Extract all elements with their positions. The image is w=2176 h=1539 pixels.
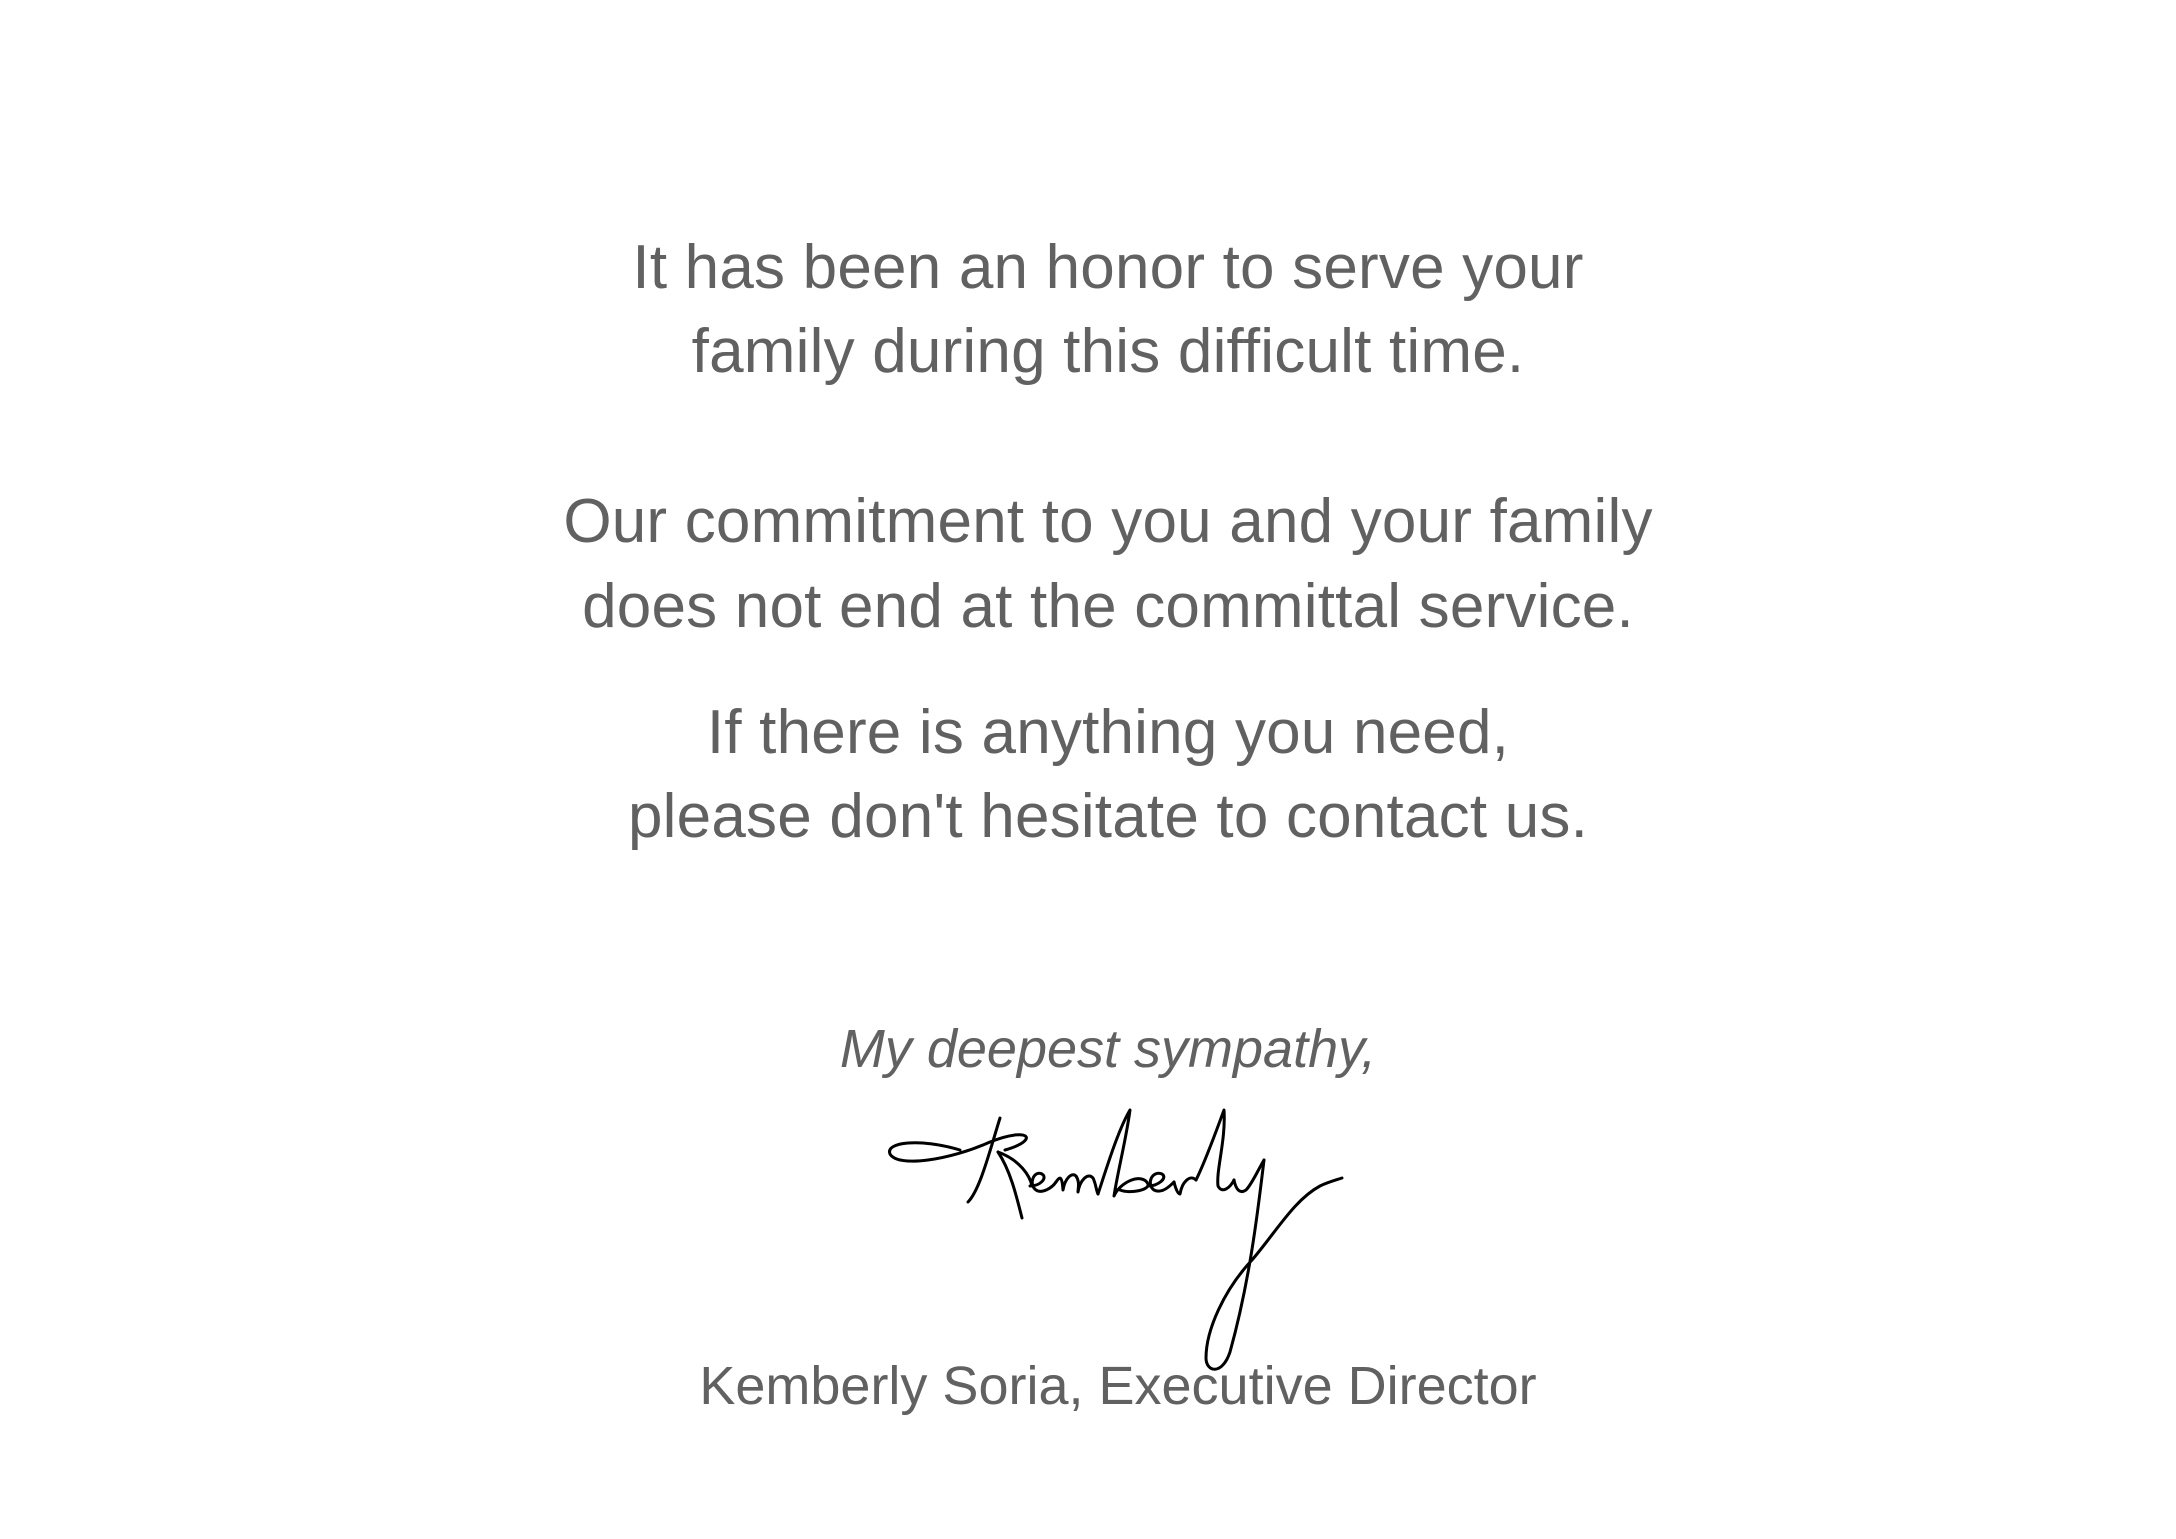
message-line: Our commitment to you and your family xyxy=(563,487,1653,556)
message-line: does not end at the committal service. xyxy=(582,572,1634,641)
closing-phrase: My deepest sympathy, xyxy=(839,1019,1377,1079)
message-line: family during this difficult time. xyxy=(691,317,1525,386)
message-line: please don't hesitate to contact us. xyxy=(628,782,1588,851)
message-line: If there is anything you need, xyxy=(706,698,1510,767)
signer-name-title: Kemberly Soria, Executive Director xyxy=(699,1356,1537,1416)
handwritten-signature xyxy=(880,1090,1370,1380)
message-line: It has been an honor to serve your xyxy=(632,233,1584,302)
